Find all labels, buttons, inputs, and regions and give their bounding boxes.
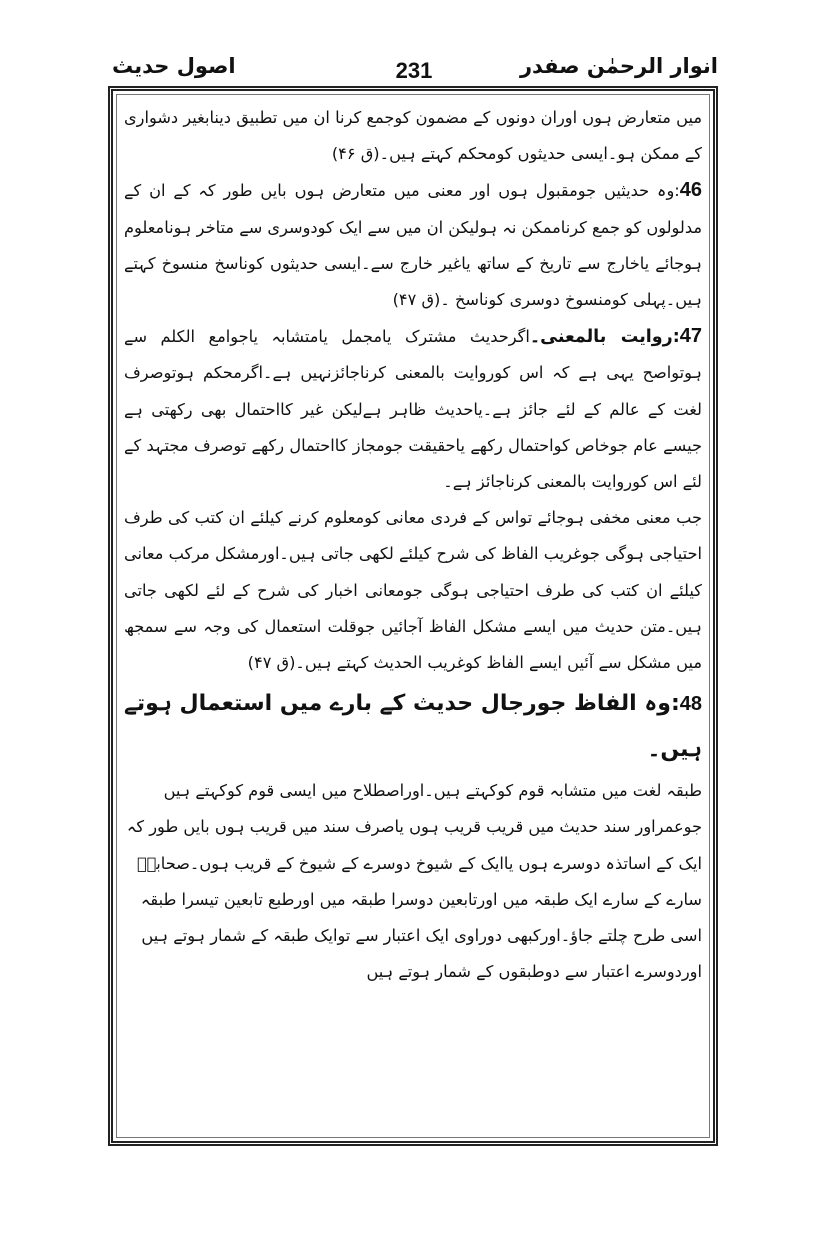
section-number: 47 xyxy=(679,325,702,348)
paragraph-48 xyxy=(124,681,702,773)
book-title: انوار الرحمٰن صفدر xyxy=(519,54,718,78)
section-number: 48 xyxy=(679,693,702,716)
paragraph-text: اگرحدیث مشترک یامجمل یامتشابہ یاجوامع الکلم سے ہوتواصح یہی ہے کہ اس کوروایت بالمعنی کرناجائزنہیں ہے۔اگرمحکم ہوتوصرف لغت کے عالم کے لئے جائز ہے۔یاحدیث ظاہر ہےلیکن غیر کااحتمال بھی رکھتی ہے جیسے عام جوخاص کواحتمال رکھے یاحقیقت جومجاز کااحتمال رکھے توصرف مجتہد کے لئے اس کوروایت بالمعنی کرناجائز ہے۔ xyxy=(124,327,702,492)
section-number: 46 xyxy=(679,179,702,202)
page-body xyxy=(124,100,702,990)
section-heading: :روایت بالمعنی۔ xyxy=(529,327,680,348)
chapter-title: اصول حدیث xyxy=(112,54,236,78)
paragraph-46 xyxy=(124,172,702,318)
paragraph-text: :وہ حدیثیں جومقبول ہوں اور معنی میں متعارض ہوں بایں طور کہ کے ان کے مدلولوں کو جمع کرناممکن نہ ہولیکن ان میں سے ایک کودوسری سے متاخر ہونامعلوم ہوجائے یاخارج سے تاریخ کے ساتھ یاغیر خارج سے۔ایسی حدیثوں کوناسخ منسوخ کہتے ہیں۔پہلی کومنسوخ دوسری کوناسخ ۔(ق ۴۷) xyxy=(124,181,702,310)
paragraph-47 xyxy=(124,318,702,500)
section-heading: :وہ الفاظ جورجال حدیث کے بارے میں استعمال ہوتے ہیں۔ xyxy=(124,691,702,763)
paragraph-4: جب معنی مخفی ہوجائے تواس کے فردی معانی کومعلوم کرنے کیلئے ان کتب کی طرف احتیاجی ہوگی جوغریب الفاظ کی شرح کیلئے لکھی جاتی ہیں۔اورمشکل مرکب معانی کیلئے ان کتب کی طرف احتیاجی ہوگی جومعانی اخبار کی شرح کے لئے لکھی جاتی ہیں۔متن حدیث میں ایسے مشکل الفاظ آجائیں جوقلت استعمال کی وجہ سے سمجھ میں مشکل سے آئیں ایسے الفاظ کوغریب الحدیث کہتے ہیں۔(ق ۴۷) xyxy=(124,508,702,673)
paragraph-6: طبقہ لغت میں متشابہ قوم کوکہتے ہیں۔اوراصطلاح میں ایسی قوم کوکہتے ہیں جوعمراور سند حدیث میں قریب قریب ہوں یاصرف سند میں قریب ہوں بایں طور کہ ایک کے اساتذہ دوسرے ہوں یاایک کے شیوخ دوسرے کے شیوخ کے قریب ہوں۔صحابہؓ سارے کے سارے ایک طبقہ میں اورتابعین دوسرا طبقہ میں اورطبع تابعین تیسرا طبقہ اسی طرح چلتے جاؤ۔اورکبھی دوراوی ایک اعتبار سے توایک طبقہ کے شمار ہوتے ہیں اوردوسرے اعتبار سے دوطبقوں کے شمار ہوتے ہیں xyxy=(126,781,702,982)
paragraph-1: میں متعارض ہوں اوران دونوں کے مضمون کوجمع کرنا ان میں تطبیق دینابغیر دشواری کے ممکن ہو۔ایسی حدیثوں کومحکم کہتے ہیں۔(ق ۴۶) xyxy=(124,108,702,164)
page-number: 231 xyxy=(395,58,433,83)
